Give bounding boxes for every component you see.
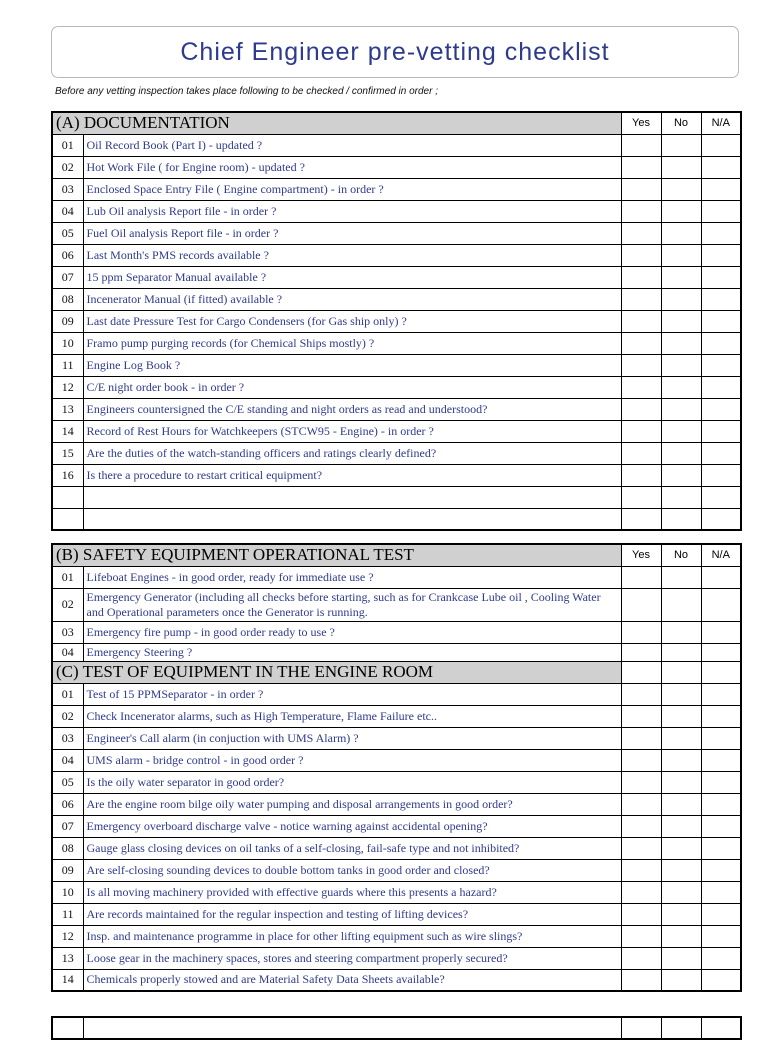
item-text: Emergency overboard discharge valve - notice warning against accidental opening? — [83, 815, 621, 837]
item-text: C/E night order book - in order ? — [83, 376, 621, 398]
section-c-heading: (C) TEST OF EQUIPMENT IN THE ENGINE ROOM — [52, 661, 621, 683]
page-title: Chief Engineer pre-vetting checklist — [180, 37, 610, 66]
blank-cell — [52, 508, 83, 530]
no-checkbox[interactable] — [661, 244, 701, 266]
item-text: Enclosed Space Entry File ( Engine compartment) - in order ? — [83, 178, 621, 200]
na-checkbox[interactable] — [701, 508, 741, 530]
table-row — [52, 903, 741, 925]
no-checkbox[interactable] — [661, 508, 701, 530]
table-row — [52, 354, 741, 376]
yes-checkbox[interactable] — [621, 244, 661, 266]
header-cell — [621, 661, 661, 683]
na-checkbox[interactable] — [701, 837, 741, 859]
item-number: 09 — [52, 859, 83, 881]
table-row — [52, 332, 741, 354]
section-a-heading: (A) DOCUMENTATION — [52, 112, 621, 134]
table-row — [52, 442, 741, 464]
yes-checkbox[interactable] — [621, 266, 661, 288]
yes-checkbox[interactable] — [621, 881, 661, 903]
na-checkbox[interactable] — [701, 947, 741, 969]
na-checkbox[interactable] — [701, 332, 741, 354]
item-number: 06 — [52, 244, 83, 266]
table-row — [52, 376, 741, 398]
item-text: Is the oily water separator in good order? — [83, 771, 621, 793]
no-checkbox[interactable] — [661, 1017, 701, 1039]
item-text: Are the engine room bilge oily water pumping and disposal arrangements in good order? — [83, 793, 621, 815]
item-number: 04 — [52, 643, 83, 661]
na-checkbox[interactable] — [701, 178, 741, 200]
col-header-no: No — [661, 112, 701, 134]
yes-checkbox[interactable] — [621, 310, 661, 332]
yes-checkbox[interactable] — [621, 643, 661, 661]
item-number: 12 — [52, 925, 83, 947]
item-text: Record of Rest Hours for Watchkeepers (STCW95 - Engine) - in order ? — [83, 420, 621, 442]
table-row — [52, 705, 741, 727]
section-header-row — [52, 661, 741, 683]
no-checkbox[interactable] — [661, 683, 701, 705]
na-checkbox[interactable] — [701, 903, 741, 925]
table-row — [52, 749, 741, 771]
na-checkbox[interactable] — [701, 244, 741, 266]
no-checkbox[interactable] — [661, 643, 701, 661]
item-number: 14 — [52, 420, 83, 442]
na-checkbox[interactable] — [701, 771, 741, 793]
table-row — [52, 464, 741, 486]
item-text: Are records maintained for the regular inspection and testing of lifting devices? — [83, 903, 621, 925]
table-row — [52, 727, 741, 749]
yes-checkbox[interactable] — [621, 859, 661, 881]
item-number: 10 — [52, 881, 83, 903]
yes-checkbox[interactable] — [621, 420, 661, 442]
na-checkbox[interactable] — [701, 464, 741, 486]
table-row — [52, 621, 741, 643]
no-checkbox[interactable] — [661, 837, 701, 859]
continuation-table — [51, 1016, 742, 1040]
no-checkbox[interactable] — [661, 566, 701, 588]
table-row — [52, 771, 741, 793]
item-number: 15 — [52, 442, 83, 464]
no-checkbox[interactable] — [661, 486, 701, 508]
item-text: Last Month's PMS records available ? — [83, 244, 621, 266]
yes-checkbox[interactable] — [621, 332, 661, 354]
no-checkbox[interactable] — [661, 420, 701, 442]
no-checkbox[interactable] — [661, 354, 701, 376]
item-text: Check Incenerator alarms, such as High Temperature, Flame Failure etc.. — [83, 705, 621, 727]
item-number: 07 — [52, 815, 83, 837]
section-header-row — [52, 544, 741, 566]
item-number: 02 — [52, 705, 83, 727]
item-number: 04 — [52, 200, 83, 222]
section-b-heading: (B) SAFETY EQUIPMENT OPERATIONAL TEST — [52, 544, 621, 566]
item-number: 05 — [52, 771, 83, 793]
item-number: 02 — [52, 156, 83, 178]
item-number: 13 — [52, 398, 83, 420]
item-number: 03 — [52, 178, 83, 200]
yes-checkbox[interactable] — [621, 508, 661, 530]
table-row — [52, 683, 741, 705]
no-checkbox[interactable] — [661, 859, 701, 881]
na-checkbox[interactable] — [701, 1017, 741, 1039]
item-text: Lub Oil analysis Report file - in order ? — [83, 200, 621, 222]
item-text: Engineers countersigned the C/E standing and night orders as read and understood? — [83, 398, 621, 420]
na-checkbox[interactable] — [701, 881, 741, 903]
yes-checkbox[interactable] — [621, 588, 661, 621]
table-row — [52, 266, 741, 288]
no-checkbox[interactable] — [661, 705, 701, 727]
item-text: Emergency fire pump - in good order ready to use ? — [83, 621, 621, 643]
item-number: 01 — [52, 566, 83, 588]
no-checkbox[interactable] — [661, 727, 701, 749]
na-checkbox[interactable] — [701, 705, 741, 727]
table-row — [52, 881, 741, 903]
na-checkbox[interactable] — [701, 442, 741, 464]
item-text: Is there a procedure to restart critical equipment? — [83, 464, 621, 486]
table-row — [52, 859, 741, 881]
item-number: 05 — [52, 222, 83, 244]
no-checkbox[interactable] — [661, 815, 701, 837]
item-number — [52, 1017, 83, 1039]
no-checkbox[interactable] — [661, 398, 701, 420]
table-row — [52, 310, 741, 332]
item-text: Loose gear in the machinery spaces, stores and steering compartment properly secured? — [83, 947, 621, 969]
item-number: 03 — [52, 621, 83, 643]
table-row — [52, 288, 741, 310]
item-text: Test of 15 PPMSeparator - in order ? — [83, 683, 621, 705]
yes-checkbox[interactable] — [621, 903, 661, 925]
yes-checkbox[interactable] — [621, 705, 661, 727]
table-row — [52, 793, 741, 815]
yes-checkbox[interactable] — [621, 749, 661, 771]
yes-checkbox[interactable] — [621, 486, 661, 508]
header-cell — [661, 661, 701, 683]
yes-checkbox[interactable] — [621, 815, 661, 837]
yes-checkbox[interactable] — [621, 925, 661, 947]
item-text: Hot Work File ( for Engine room) - updated ? — [83, 156, 621, 178]
item-number: 08 — [52, 837, 83, 859]
no-checkbox[interactable] — [661, 793, 701, 815]
item-number: 01 — [52, 683, 83, 705]
table-row — [52, 420, 741, 442]
yes-checkbox[interactable] — [621, 178, 661, 200]
col-header-na: N/A — [701, 112, 741, 134]
equipment-test-table — [51, 543, 742, 992]
table-row — [52, 947, 741, 969]
yes-checkbox[interactable] — [621, 1017, 661, 1039]
item-text: Engine Log Book ? — [83, 354, 621, 376]
no-checkbox[interactable] — [661, 969, 701, 991]
no-checkbox[interactable] — [661, 771, 701, 793]
item-number: 16 — [52, 464, 83, 486]
col-header-na: N/A — [701, 544, 741, 566]
item-number: 02 — [52, 588, 83, 621]
item-number: 13 — [52, 947, 83, 969]
item-number: 03 — [52, 727, 83, 749]
na-checkbox[interactable] — [701, 200, 741, 222]
no-checkbox[interactable] — [661, 266, 701, 288]
yes-checkbox[interactable] — [621, 134, 661, 156]
title-box — [51, 26, 739, 78]
item-number: 06 — [52, 793, 83, 815]
na-checkbox[interactable] — [701, 354, 741, 376]
na-checkbox[interactable] — [701, 310, 741, 332]
no-checkbox[interactable] — [661, 200, 701, 222]
col-header-yes: Yes — [621, 544, 661, 566]
yes-checkbox[interactable] — [621, 969, 661, 991]
na-checkbox[interactable] — [701, 727, 741, 749]
na-checkbox[interactable] — [701, 156, 741, 178]
item-number: 04 — [52, 749, 83, 771]
no-checkbox[interactable] — [661, 749, 701, 771]
na-checkbox[interactable] — [701, 969, 741, 991]
blank-cell[interactable] — [83, 486, 621, 508]
intro-text: Before any vetting inspection takes place following to be checked / confirmed in order ; — [55, 86, 438, 97]
na-checkbox[interactable] — [701, 266, 741, 288]
table-row — [52, 925, 741, 947]
no-checkbox[interactable] — [661, 156, 701, 178]
na-checkbox[interactable] — [701, 749, 741, 771]
item-number: 09 — [52, 310, 83, 332]
item-text: Are the duties of the watch-standing officers and ratings clearly defined? — [83, 442, 621, 464]
yes-checkbox[interactable] — [621, 464, 661, 486]
yes-checkbox[interactable] — [621, 727, 661, 749]
table-row — [52, 398, 741, 420]
item-text: Oil Record Book (Part I) - updated ? — [83, 134, 621, 156]
table-row — [52, 566, 741, 588]
yes-checkbox[interactable] — [621, 288, 661, 310]
na-checkbox[interactable] — [701, 621, 741, 643]
documentation-table — [51, 111, 742, 531]
table-row — [52, 643, 741, 661]
table-row — [52, 134, 741, 156]
yes-checkbox[interactable] — [621, 442, 661, 464]
yes-checkbox[interactable] — [621, 793, 661, 815]
na-checkbox[interactable] — [701, 134, 741, 156]
table-row — [52, 222, 741, 244]
no-checkbox[interactable] — [661, 222, 701, 244]
item-number: 14 — [52, 969, 83, 991]
yes-checkbox[interactable] — [621, 354, 661, 376]
item-text: Emergency Generator (including all checks before starting, such as for Crankcase Lube oil , Cooling Water and Operational parameters once the Generator is running. — [83, 588, 621, 621]
na-checkbox[interactable] — [701, 588, 741, 621]
na-checkbox[interactable] — [701, 815, 741, 837]
no-checkbox[interactable] — [661, 332, 701, 354]
blank-row — [52, 508, 741, 530]
item-number: 01 — [52, 134, 83, 156]
item-text: Fuel Oil analysis Report file - in order ? — [83, 222, 621, 244]
no-checkbox[interactable] — [661, 376, 701, 398]
table-row — [52, 588, 741, 621]
no-checkbox[interactable] — [661, 881, 701, 903]
item-number: 07 — [52, 266, 83, 288]
header-cell — [701, 661, 741, 683]
blank-cell — [52, 486, 83, 508]
item-number: 10 — [52, 332, 83, 354]
section-header-row — [52, 112, 741, 134]
na-checkbox[interactable] — [701, 222, 741, 244]
na-checkbox[interactable] — [701, 859, 741, 881]
item-text — [83, 1017, 621, 1039]
no-checkbox[interactable] — [661, 442, 701, 464]
na-checkbox[interactable] — [701, 643, 741, 661]
no-checkbox[interactable] — [661, 903, 701, 925]
no-checkbox[interactable] — [661, 310, 701, 332]
yes-checkbox[interactable] — [621, 771, 661, 793]
item-text: Are self-closing sounding devices to double bottom tanks in good order and closed? — [83, 859, 621, 881]
yes-checkbox[interactable] — [621, 156, 661, 178]
na-checkbox[interactable] — [701, 793, 741, 815]
yes-checkbox[interactable] — [621, 376, 661, 398]
yes-checkbox[interactable] — [621, 947, 661, 969]
table-row — [52, 837, 741, 859]
item-text: Engineer's Call alarm (in conjuction with UMS Alarm) ? — [83, 727, 621, 749]
na-checkbox[interactable] — [701, 420, 741, 442]
table-row — [52, 178, 741, 200]
na-checkbox[interactable] — [701, 376, 741, 398]
no-checkbox[interactable] — [661, 947, 701, 969]
table-row — [52, 244, 741, 266]
item-number: 11 — [52, 903, 83, 925]
no-checkbox[interactable] — [661, 588, 701, 621]
yes-checkbox[interactable] — [621, 683, 661, 705]
item-number: 11 — [52, 354, 83, 376]
table-row — [52, 1017, 741, 1039]
item-text: Last date Pressure Test for Cargo Condensers (for Gas ship only) ? — [83, 310, 621, 332]
item-text: Framo pump purging records (for Chemical Ships mostly) ? — [83, 332, 621, 354]
yes-checkbox[interactable] — [621, 200, 661, 222]
col-header-yes: Yes — [621, 112, 661, 134]
yes-checkbox[interactable] — [621, 222, 661, 244]
no-checkbox[interactable] — [661, 925, 701, 947]
table-row — [52, 815, 741, 837]
item-text: Emergency Steering ? — [83, 643, 621, 661]
table-row — [52, 200, 741, 222]
item-text: Lifeboat Engines - in good order, ready for immediate use ? — [83, 566, 621, 588]
item-number: 08 — [52, 288, 83, 310]
na-checkbox[interactable] — [701, 398, 741, 420]
item-text: Insp. and maintenance programme in place for other lifting equipment such as wire slings? — [83, 925, 621, 947]
item-text: 15 ppm Separator Manual available ? — [83, 266, 621, 288]
item-number: 12 — [52, 376, 83, 398]
item-text: Chemicals properly stowed and are Material Safety Data Sheets available? — [83, 969, 621, 991]
table-row — [52, 156, 741, 178]
no-checkbox[interactable] — [661, 178, 701, 200]
blank-row — [52, 486, 741, 508]
no-checkbox[interactable] — [661, 621, 701, 643]
blank-cell[interactable] — [83, 508, 621, 530]
na-checkbox[interactable] — [701, 683, 741, 705]
yes-checkbox[interactable] — [621, 566, 661, 588]
item-text: Incenerator Manual (if fitted) available ? — [83, 288, 621, 310]
no-checkbox[interactable] — [661, 288, 701, 310]
col-header-no: No — [661, 544, 701, 566]
na-checkbox[interactable] — [701, 566, 741, 588]
yes-checkbox[interactable] — [621, 398, 661, 420]
item-text: UMS alarm - bridge control - in good order ? — [83, 749, 621, 771]
na-checkbox[interactable] — [701, 486, 741, 508]
yes-checkbox[interactable] — [621, 837, 661, 859]
item-text: Gauge glass closing devices on oil tanks of a self-closing, fail-safe type and not inhibited? — [83, 837, 621, 859]
na-checkbox[interactable] — [701, 925, 741, 947]
table-row — [52, 969, 741, 991]
yes-checkbox[interactable] — [621, 621, 661, 643]
na-checkbox[interactable] — [701, 288, 741, 310]
no-checkbox[interactable] — [661, 464, 701, 486]
no-checkbox[interactable] — [661, 134, 701, 156]
item-text: Is all moving machinery provided with effective guards where this presents a hazard? — [83, 881, 621, 903]
